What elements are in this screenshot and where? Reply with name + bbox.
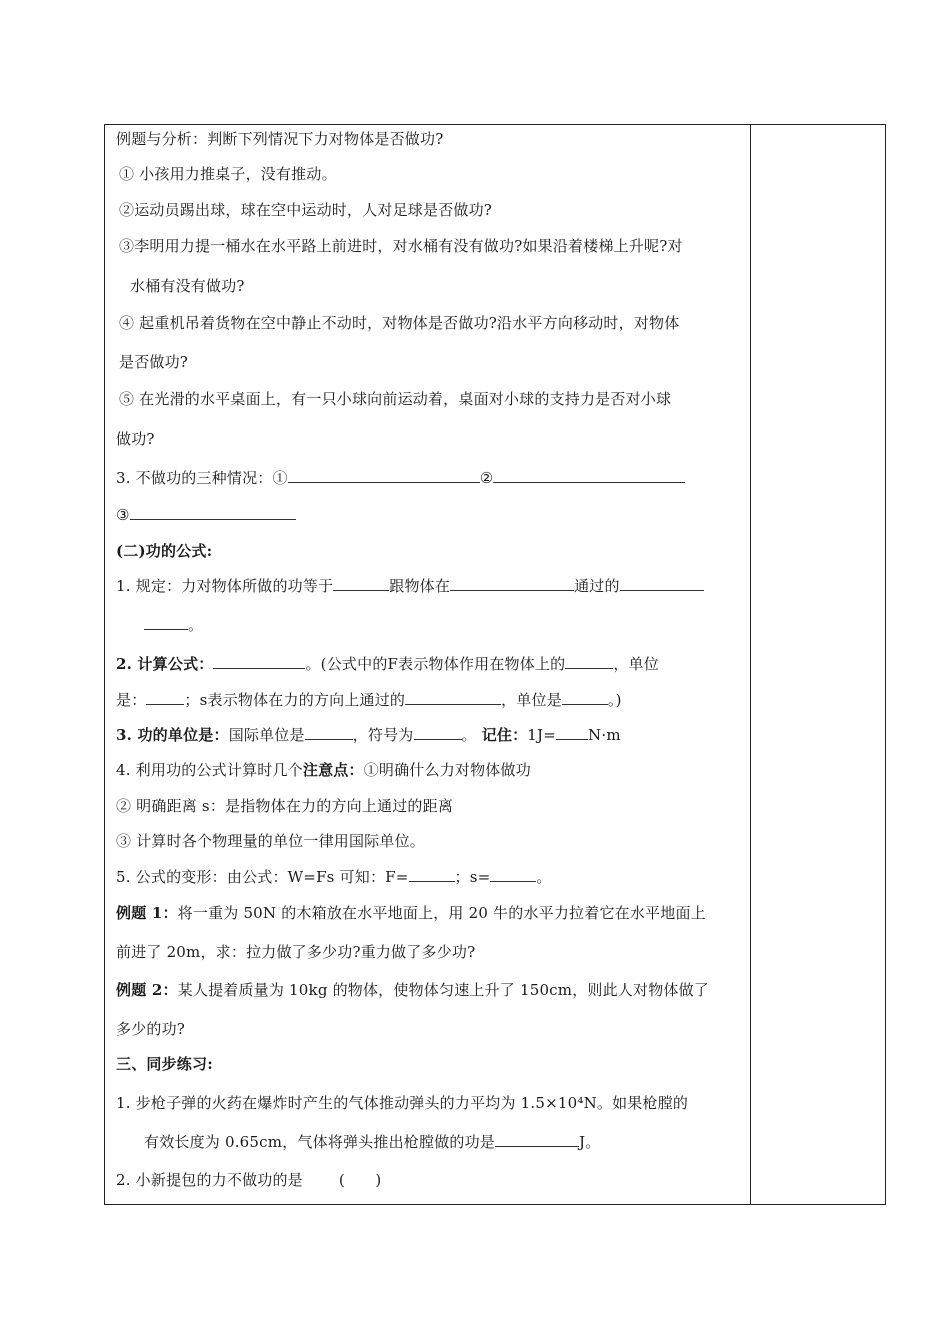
calc-unit-label: 是： xyxy=(116,691,147,709)
formula-transform-line xyxy=(116,867,552,887)
question-4-line2: 是否做功? xyxy=(119,353,189,371)
rule-line xyxy=(116,576,704,596)
circle-3: ③ xyxy=(116,506,130,524)
section-title-analysis: 例题与分析：判断下列情况下力对物体是否做功? xyxy=(116,130,444,148)
rule-line-2 xyxy=(144,615,203,635)
rule-label: 1. 规定：力对物体所做的功等于 xyxy=(116,577,334,595)
calc-text-1: 。(公式中的F表示物体作用在物体上的 xyxy=(305,655,566,673)
blank-force-formula[interactable] xyxy=(409,867,455,882)
remember-text-2: N·m xyxy=(588,726,621,744)
practice-1-text: 有效长度为 0.65cm，气体将弹头推出枪膛做的功是 xyxy=(144,1133,495,1151)
blank-rule-2[interactable] xyxy=(450,576,574,591)
calc-formula-line xyxy=(116,654,659,674)
transform-text-2: ；s= xyxy=(454,868,491,886)
notes-text: ①明确什么力对物体做功 xyxy=(363,761,531,779)
blank-distance-formula[interactable] xyxy=(490,867,536,882)
rule-text-1: 跟物体在 xyxy=(389,577,451,595)
answer-paren[interactable]: ( ) xyxy=(338,1171,382,1189)
example-2-label: 例题 2： xyxy=(116,981,178,999)
blank-rule-3[interactable] xyxy=(620,576,704,591)
example-1-label: 例题 1： xyxy=(116,904,178,922)
blank-si-unit[interactable] xyxy=(305,725,353,740)
question-2: ②运动员踢出球，球在空中运动时，人对足球是否做功? xyxy=(119,201,493,219)
remember-label: 记住： xyxy=(481,726,528,744)
example-1-line-2: 前进了 20m，求：拉力做了多少功?重力做了多少功? xyxy=(116,943,476,961)
question-1: ① 小孩用力推桌子，没有推动。 xyxy=(119,165,337,183)
practice-2 xyxy=(116,1170,381,1190)
practice-section-title: 三、同步练习: xyxy=(116,1055,213,1073)
column-divider xyxy=(750,124,751,1205)
blank-remember[interactable] xyxy=(556,725,588,740)
transform-text-3: 。 xyxy=(536,868,552,886)
example-2-text: 某人提着质量为 10kg 的物体，使物体匀速上升了 150cm，则此人对物体做了 xyxy=(177,981,710,999)
question-5-line2: 做功? xyxy=(116,430,155,448)
no-work-label: 3. 不做功的三种情况：① xyxy=(116,469,288,487)
blank-force-name[interactable] xyxy=(565,654,613,669)
no-work-case-3 xyxy=(116,505,296,525)
blank-practice-1[interactable] xyxy=(495,1132,579,1147)
example-1-line-1 xyxy=(116,903,706,923)
blank-formula[interactable] xyxy=(213,654,305,669)
unit-text-1: 国际单位是 xyxy=(228,726,305,744)
calc-text-2: ，单位 xyxy=(613,655,659,673)
practice-2-text: 2. 小新提包的力不做功的是 xyxy=(116,1171,303,1189)
unit-text-2: ，符号为 xyxy=(352,726,414,744)
practice-1-unit: J。 xyxy=(579,1133,601,1151)
formula-section-title: (二)功的公式: xyxy=(116,542,213,560)
calc-line-end: 。) xyxy=(607,691,622,709)
remember-text-1: 1J= xyxy=(527,726,557,744)
blank-case-3[interactable] xyxy=(130,505,296,520)
work-unit-line xyxy=(116,725,621,745)
example-2-line-2: 多少的功? xyxy=(116,1020,186,1038)
transform-text-1: 5. 公式的变形：由公式：W=Fs 可知：F= xyxy=(116,868,409,886)
practice-1-line-1: 1. 步枪子弹的火药在爆炸时产生的气体推动弹头的力平均为 1.5×10⁴N。如果枪膛的 xyxy=(116,1094,689,1112)
blank-unit-symbol[interactable] xyxy=(414,725,462,740)
unit-text-3: 。 xyxy=(461,726,477,744)
blank-rule-1[interactable] xyxy=(333,576,389,591)
circle-2: ② xyxy=(479,469,494,487)
blank-case-1[interactable] xyxy=(288,468,480,483)
practice-1-line-2 xyxy=(144,1132,600,1152)
blank-distance-name[interactable] xyxy=(405,690,501,705)
question-3-line2: 水桶有没有做功? xyxy=(130,277,245,295)
blank-case-2[interactable] xyxy=(493,468,685,483)
rule-end: 。 xyxy=(188,616,204,634)
rule-text-2: 通过的 xyxy=(574,577,620,595)
calc-distance-unit-label: ，单位是 xyxy=(501,691,562,709)
question-5-line1: ⑤ 在光滑的水平桌面上，有一只小球向前运动着，桌面对小球的支持力是否对小球 xyxy=(119,390,672,408)
example-2-line-1 xyxy=(116,980,709,1000)
calc-distance-text: ；s表示物体在力的方向上通过的 xyxy=(184,691,406,709)
notes-prefix: 4. 利用功的公式计算时几个 xyxy=(116,761,303,779)
calc-formula-line-2 xyxy=(116,690,622,710)
calc-label: 2. 计算公式： xyxy=(116,655,214,673)
note-2: ② 明确距离 s：是指物体在力的方向上通过的距离 xyxy=(116,797,454,815)
question-3-line1: ③李明用力提一桶水在水平路上前进时，对水桶有没有做功?如果沿着楼梯上升呢?对 xyxy=(119,237,683,255)
blank-distance-unit[interactable] xyxy=(562,690,608,705)
notes-line xyxy=(116,760,531,780)
question-4-line1: ④ 起重机吊着货物在空中静止不动时，对物体是否做功?沿水平方向移动时，对物体 xyxy=(119,314,680,332)
notes-bold: 注意点： xyxy=(302,761,364,779)
example-1-text: 将一重为 50N 的木箱放在水平地面上，用 20 牛的水平力拉着它在水平地面上 xyxy=(177,904,706,922)
blank-rule-4[interactable] xyxy=(144,615,188,630)
unit-label: 3. 功的单位是： xyxy=(116,726,229,744)
no-work-cases xyxy=(116,468,685,488)
blank-force-unit[interactable] xyxy=(146,690,184,705)
note-3: ③ 计算时各个物理量的单位一律用国际单位。 xyxy=(116,832,425,850)
